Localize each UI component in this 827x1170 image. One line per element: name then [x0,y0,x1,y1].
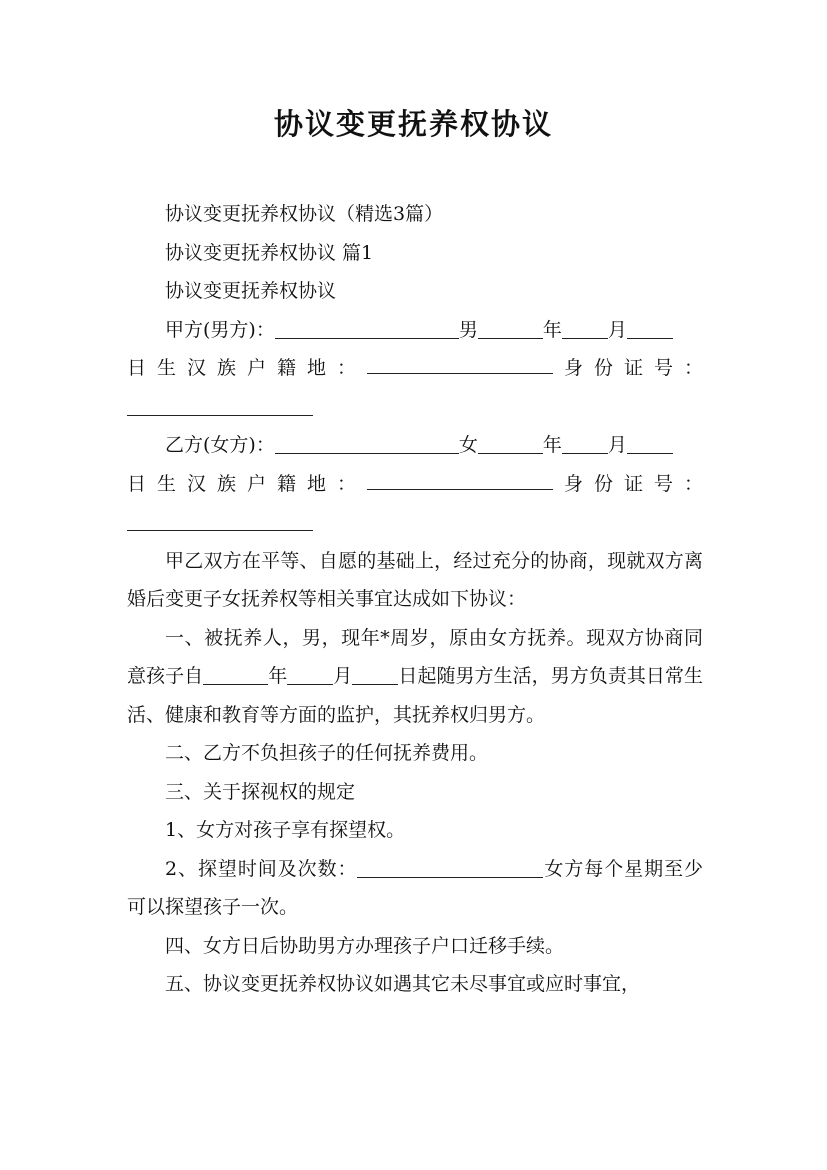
party-b-name-blank [275,434,459,454]
char: 地 [307,472,327,495]
char: 证 [623,357,643,379]
char: 日 [127,472,147,495]
part-heading: 协议变更抚养权协议 篇1 [165,241,374,264]
party-a-year-label: 年 [542,318,562,341]
party-a-label: 甲方(男方)： [165,318,275,341]
char: 籍 [277,357,297,379]
party-a-residence-line [127,349,703,388]
char: 身 [563,357,583,379]
clause-3-2-text-a: 2、探望时间及次数： [165,857,358,880]
char: 汉 [187,472,207,495]
party-b-id-line [127,503,703,542]
party-a-month-label: 月 [607,318,627,341]
document-title: 协议变更抚养权协议 [273,107,553,141]
intro-line: 协议变更抚养权协议（精选3篇） [165,203,444,225]
clause-2-paragraph: 二、乙方不负担孩子的任何抚养费用。 [165,742,489,764]
clause-3-2-paragraph [127,850,703,927]
preamble-paragraph: 甲乙双方在平等、自愿的基础上，经过充分的协商，现就双方离婚后变更子女抚养权等相关事宜达成如下协议： [127,549,703,610]
char: 族 [217,472,237,495]
party-a-birth-day-blank [627,319,673,339]
party-a-id-blank [127,396,313,416]
party-b-residence-line [127,465,703,504]
clause-1-paragraph [127,619,703,735]
char: 生 [157,472,177,495]
sub-title: 协议变更抚养权协议 [165,280,337,302]
party-b-residence-blank [367,470,553,490]
char: 地 [307,357,327,379]
char: 身 [563,472,583,495]
party-b-year-label: 年 [542,434,562,456]
clause-1-text-a: 一、被抚养人，男，现年*周岁，原由女方抚养。现双方协商同意孩子自 [127,626,703,687]
char: 户 [247,357,267,379]
char: 份 [593,357,613,379]
clause-1-year-label: 年 [268,665,288,687]
char: 号 [653,472,673,495]
party-b-label: 乙方(女方)： [165,434,275,456]
clause-1-month-label: 月 [333,665,353,687]
char: ： [337,472,357,495]
char: 族 [217,357,237,379]
party-a-id-line [127,388,703,427]
clause-1-year-blank [203,665,268,685]
char: 籍 [277,472,297,495]
party-a-residence-blank [367,354,553,374]
clause-4-paragraph: 四、女方日后协助男方办理孩子户口迁移手续。 [165,934,565,957]
party-a-name-blank [275,319,459,339]
char: 生 [157,357,177,379]
party-a-gender: 男 [458,318,478,341]
clause-1-text-b: 日起随男方生活，男方负责其日常生活、健康和教育等方面的监护，其抚养权归男方。 [127,665,703,726]
party-a-birth-year-blank [478,319,543,339]
char: ： [683,472,703,495]
party-b-birth-year-blank [478,434,543,454]
char: 号 [653,357,673,379]
visit-schedule-blank [357,858,543,878]
party-b-line [127,426,703,465]
char: 证 [623,472,643,495]
clause-3-1-paragraph: 1、女方对孩子享有探望权。 [165,819,406,841]
party-b-id-blank [127,511,313,531]
char: ： [683,357,703,379]
party-b-month-label: 月 [607,434,627,456]
clause-3-heading: 三、关于探视权的规定 [165,780,356,803]
char: 汉 [187,357,207,379]
char: ： [337,357,357,379]
party-a-birth-month-blank [562,319,608,339]
clause-3-2-text-b: 女方每个星期至少可以探望孩子一次。 [127,857,703,918]
party-b-birth-day-blank [627,434,673,454]
party-a-line [127,311,703,350]
clause-1-day-blank [352,665,398,685]
char: 日 [127,357,147,379]
party-b-birth-month-blank [562,434,608,454]
char: 份 [593,472,613,495]
clause-1-month-blank [287,665,333,685]
party-b-gender: 女 [458,434,478,456]
document-body [127,195,703,1004]
clause-5-paragraph: 五、协议变更抚养权协议如遇其它未尽事宜或应时事宜， [165,973,641,995]
char: 户 [247,472,267,495]
